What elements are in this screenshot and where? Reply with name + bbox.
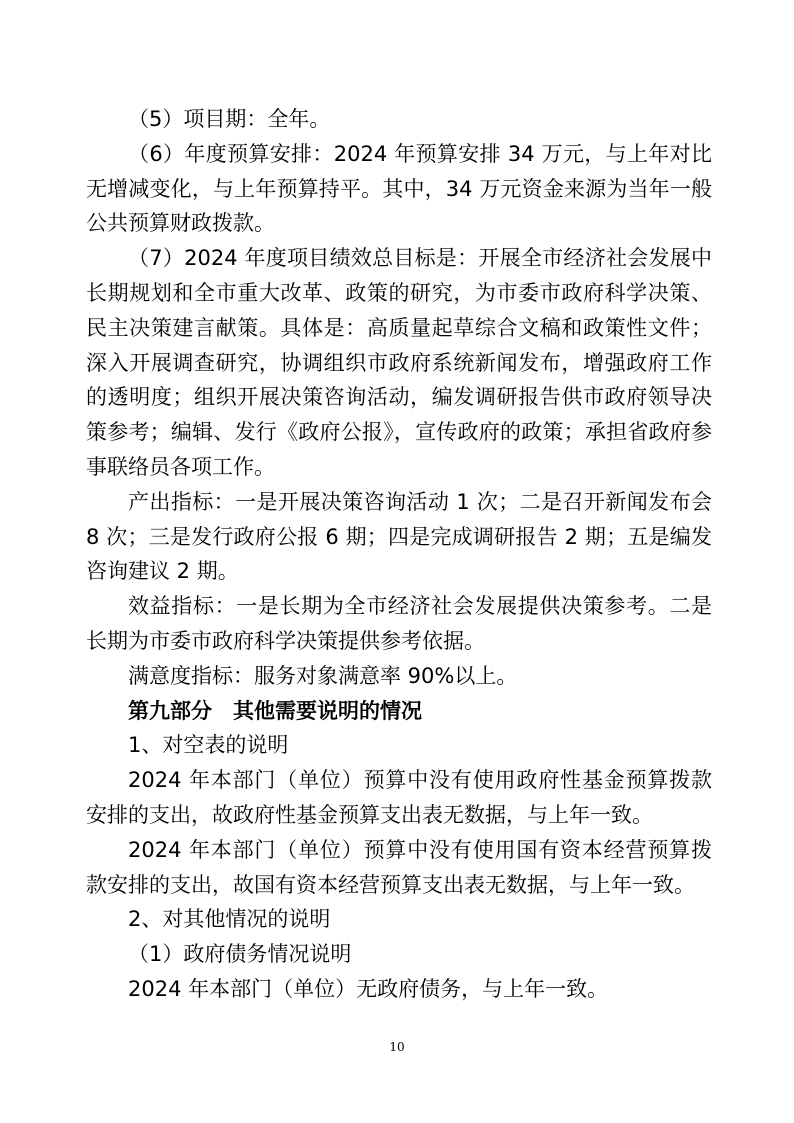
benefit-indicators: 效益指标：一是长期为全市经济社会发展提供决策参考。二是长期为市委市政府科学决策提供参考依据。 xyxy=(86,594,712,653)
page-number: 10 xyxy=(389,1040,405,1054)
item-7-performance-goal: （7）2024 年度项目绩效总目标是：开展全市经济社会发展中长期规划和全市重大改革、政策的研究，为市委市政府科学决策、民主决策建言献策。具体是：高质量起草综合文稿和政策性文件；深入开展调查研究，协调组织市政府系统新闻发布，增强政府工作的透明度；组织开展决策咨询活动，编发调研报告供市政府领导决策参考；编辑、发行《政府公报》，宣传政府的政策；承担省政府参事联络员各项工作。 xyxy=(86,246,712,479)
satisfaction-indicators: 满意度指标：服务对象满意率 90%以上。 xyxy=(128,663,518,688)
output-indicators: 产出指标：一是开展决策咨询活动 1 次；二是召开新闻发布会 8 次；三是发行政府公报 6 期；四是完成调研报告 2 期；五是编发咨询建议 2 期。 xyxy=(86,489,712,584)
item-5-project-period: （5）项目期：全年。 xyxy=(128,107,331,131)
item-6-annual-budget: （6）年度预算安排：2024 年预算安排 34 万元，与上年对比无增减变化，与上年预算持平。其中，34 万元资金来源为当年一般公共预算财政拨款。 xyxy=(86,141,712,236)
subheading-other-notes: 2、对其他情况的说明 xyxy=(128,907,331,932)
subheading-gov-debt: （1）政府债务情况说明 xyxy=(128,942,352,967)
state-capital-budget-note: 2024 年本部门（单位）预算中没有使用国有资本经营预算拨款安排的支出，故国有资本经营预算支出表无数据，与上年一致。 xyxy=(86,837,712,897)
gov-debt-note: 2024 年本部门（单位）无政府债务，与上年一致。 xyxy=(128,976,609,1001)
document-body xyxy=(86,102,712,1007)
subheading-empty-tables: 1、对空表的说明 xyxy=(128,733,289,758)
section-heading: 第九部分 其他需要说明的情况 xyxy=(128,698,422,723)
gov-fund-budget-note: 2024 年本部门（单位）预算中没有使用政府性基金预算拨款安排的支出，故政府性基金预算支出表无数据，与上年一致。 xyxy=(86,768,712,827)
